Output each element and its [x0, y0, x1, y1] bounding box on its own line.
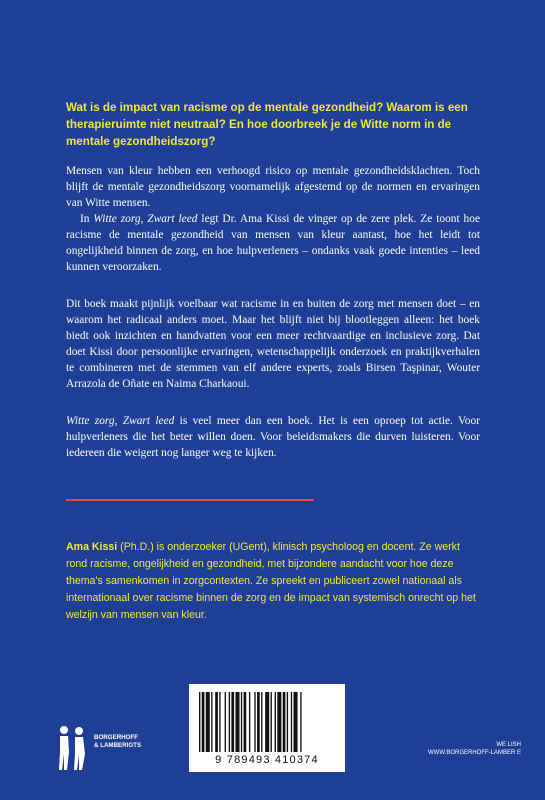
website-line2: WWW.BORGERHOFF-LAMBER E [428, 750, 521, 756]
barcode-bar [283, 692, 286, 752]
barcode-bars [199, 692, 335, 752]
publisher-name [94, 734, 141, 750]
barcode-bar [215, 692, 218, 752]
barcode-bar [235, 692, 239, 752]
intro-paragraph: Mensen van kleur hebben een verhoogd risico op mentale gezondheidsklachten. Toch blijft de mentale gezondheidszorg voornamelijk afgestemd op de normen en ervaringen van Witte mensen. [66, 165, 480, 209]
author-bio [66, 539, 480, 624]
barcode-bar [219, 692, 220, 752]
book-title-italic: Witte zorg, Zwart leed [93, 213, 198, 225]
publisher-line2: & LAMBERIGTS [94, 742, 142, 749]
barcode-bar [244, 692, 247, 752]
publisher-line1: BORGERHOFF [94, 734, 138, 741]
barcode-bar [291, 692, 292, 752]
barcode-bar [261, 692, 262, 752]
author-bio-text: (Ph.D.) is onderzoeker (UGent), klinisch psycholoog en docent. Ze werkt rond racisme, ongelijkheid en gezondheid, met bijzondere aandacht voor hoe deze thema's samenkomen in zorgcontexten. Ze spreekt en publiceert zowel nationaal als internationaal over racisme binnen de zorg en de impact van systemisch onrecht op het welzijn van mensen van kleur. [66, 541, 476, 621]
book-description: Dit boek maakt pijnlijk voelbaar wat racisme in en buiten de zorg met mensen doet – en waarom het radicaal anders moet. Maar het blijft niet bij blootleggen alleen: het boek biedt ook inzichten en handvatten voor een meer rechtvaardige en inclusieve zorg. Dat doet Kissi door persoonlijke ervaringen, wetenschappelijk onderzoek en praktijkverhalen te combineren met de stemmen van elf andere experts, zoals Birsen Taşpinar, Wouter Arrazola de Oñate en Naima Charkaoui. [66, 298, 480, 390]
lead-questions: Wat is de impact van racisme op de mentale gezondheid? Waarom is een therapieruimte niet neutraal? En hoe doorbreek je de Witte norm in de mentale gezondheidszorg? [66, 101, 468, 148]
barcode-bar [199, 692, 200, 752]
barcode [189, 684, 345, 772]
barcode-bar [211, 692, 212, 752]
book-title-italic-2: Witte zorg, Zwart leed [66, 415, 175, 427]
barcode-bar [271, 692, 272, 752]
barcode-bar [249, 692, 250, 752]
barcode-bar [257, 692, 260, 752]
website-line1: WE LISH [496, 742, 521, 748]
barcode-bar [206, 692, 210, 752]
barcode-bar [231, 692, 234, 752]
barcode-bar [287, 692, 288, 752]
intro-section [66, 163, 480, 275]
para2-rest: legt Dr. Ama Kissi de vinger op de zere plek. Ze toont hoe racisme de mentale gezondheid van mensen van kleur aantast, hoe het leidt tot ongelijkheid binnen de zorg, en hoe hulpverleners – ondanks vaak goede intenties – leed kunnen veroorzaken. [66, 213, 480, 273]
para2-lead: In [80, 213, 94, 225]
barcode-bar [254, 692, 255, 752]
publisher-website [428, 741, 521, 757]
call-to-action [66, 413, 480, 461]
barcode-bar [229, 692, 230, 752]
barcode-bar [225, 692, 226, 752]
section-divider [66, 499, 314, 501]
isbn-number: 9 789493 410374 [215, 754, 319, 766]
barcode-bar [202, 692, 205, 752]
barcode-bar [277, 692, 281, 752]
author-name: Ama Kissi [66, 541, 118, 553]
barcode-bar [300, 692, 301, 752]
barcode-bar [241, 692, 242, 752]
publisher-logo-icon [54, 724, 90, 772]
barcode-bar [265, 692, 269, 752]
barcode-bar [294, 692, 298, 752]
call-to-action-rest: is veel meer dan een boek. Het is een oproep tot actie. Voor hulpverleners die het beter willen doen. Voor beleidsmakers die durven luisteren. Voor iedereen die weigert nog langer weg te kijken. [66, 415, 480, 459]
barcode-bar [275, 692, 276, 752]
book-summary-paragraph [66, 211, 480, 275]
